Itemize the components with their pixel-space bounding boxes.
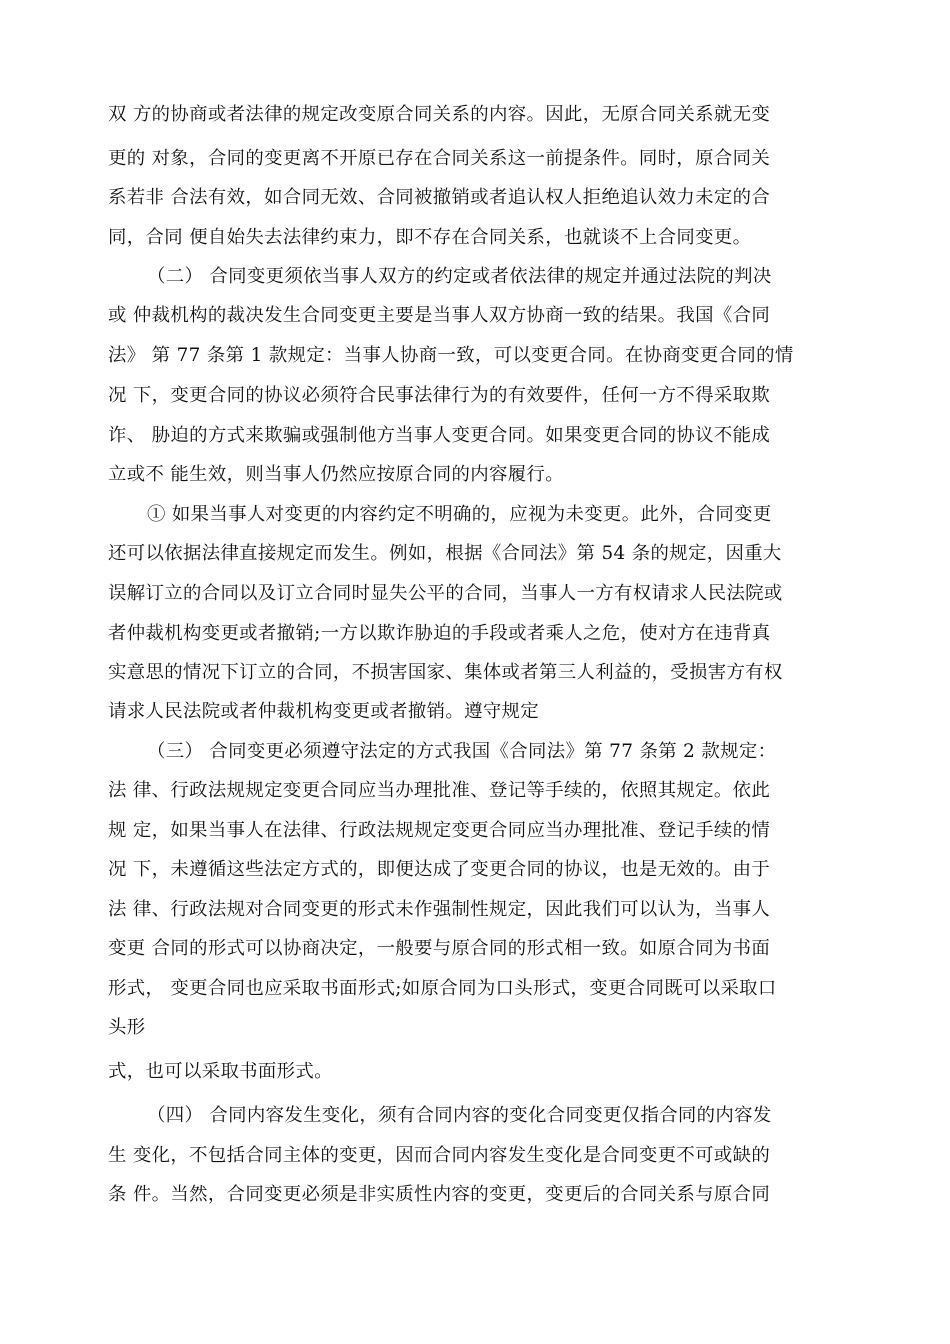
text-line: 双 方的协商或者法律的规定改变原合同关系的内容。因此，无原合同关系就无变 [108,104,771,125]
text-line: 法 律、行政法规规定变更合同应当办理批准、登记等手续的，依照其规定。依此 [108,780,771,801]
text-line: 式，也可以采取书面形式。 [108,1061,333,1082]
text-line: 或 仲裁机构的裁决发生合同变更主要是当事人双方协商一致的结果。我国《合同 [108,305,771,326]
text-line: （四） 合同内容发生变化，须有合同内容的变化合同变更仅指合同的内容发 [147,1105,772,1126]
text-line: （二） 合同变更须依当事人双方的约定或者依法律的规定并通过法院的判决 [147,266,772,287]
text-line: 形式， 变更合同也应采取书面形式;如原合同为口头形式，变更合同既可以采取口 [108,978,777,999]
text-line: 变更 合同的形式可以协商决定，一般要与原合同的形式相一致。如原合同为书面 [108,938,771,959]
text-line: 规 定，如果当事人在法律、行政法规规定变更合同应当办理批准、登记手续的情 [108,820,771,841]
text-line: 系若非 合法有效，如合同无效、合同被撤销或者追认权人拒绝追认效力未定的合 [108,187,771,208]
text-line: 更的 对象，合同的变更离不开原已存在合同关系这一前提条件。同时，原合同关 [108,148,771,169]
text-line: 法 律、行政法规对合同变更的形式未作强制性规定，因此我们可以认为，当事人 [108,899,771,920]
text-line: 者仲裁机构变更或者撤销;一方以欺诈胁迫的手段或者乘人之危，使对方在违背真 [108,623,771,644]
text-line: 请求人民法院或者仲裁机构变更或者撤销。遵守规定 [108,701,540,722]
text-line: 法》 第 77 条第 1 款规定：当事人协商一致，可以变更合同。在协商变更合同的情 [108,345,794,366]
text-line: 实意思的情况下订立的合同，不损害国家、集体或者第三人利益的，受损害方有权 [108,662,783,683]
text-line: 诈、 胁迫的方式来欺骗或强制他方当事人变更合同。如果变更合同的协议不能成 [108,425,771,446]
text-line: 条 件。当然，合同变更必须是非实质性内容的变更，变更后的合同关系与原合同 [108,1184,771,1205]
text-line: 况 下，变更合同的协议必须符合民事法律行为的有效要件，任何一方不得采取欺 [108,385,771,406]
text-line: 生 变化，不包括合同主体的变更，因而合同内容发生变化是合同变更不可或缺的 [108,1145,771,1166]
text-line: 误解订立的合同以及订立合同时显失公平的合同，当事人一方有权请求人民法院或 [108,583,783,604]
text-line: ① 如果当事人对变更的内容约定不明确的，应视为未变更。此外，合同变更 [147,504,772,525]
text-line: 同，合同 便自始失去法律约束力，即不存在合同关系，也就谈不上合同变更。 [108,227,752,248]
text-line: 头形 [108,1017,146,1038]
text-line: 立或不 能生效，则当事人仍然应按原合同的内容履行。 [108,464,564,485]
text-line: 况 下，未遵循这些法定方式的，即便达成了变更合同的协议，也是无效的。由于 [108,859,771,880]
text-line: 还可以依据法律直接规定而发生。例如，根据《合同法》第 54 条的规定，因重大 [108,543,782,564]
text-line: （三） 合同变更必须遵守法定的方式我国《合同法》第 77 条第 2 款规定： [147,741,777,762]
